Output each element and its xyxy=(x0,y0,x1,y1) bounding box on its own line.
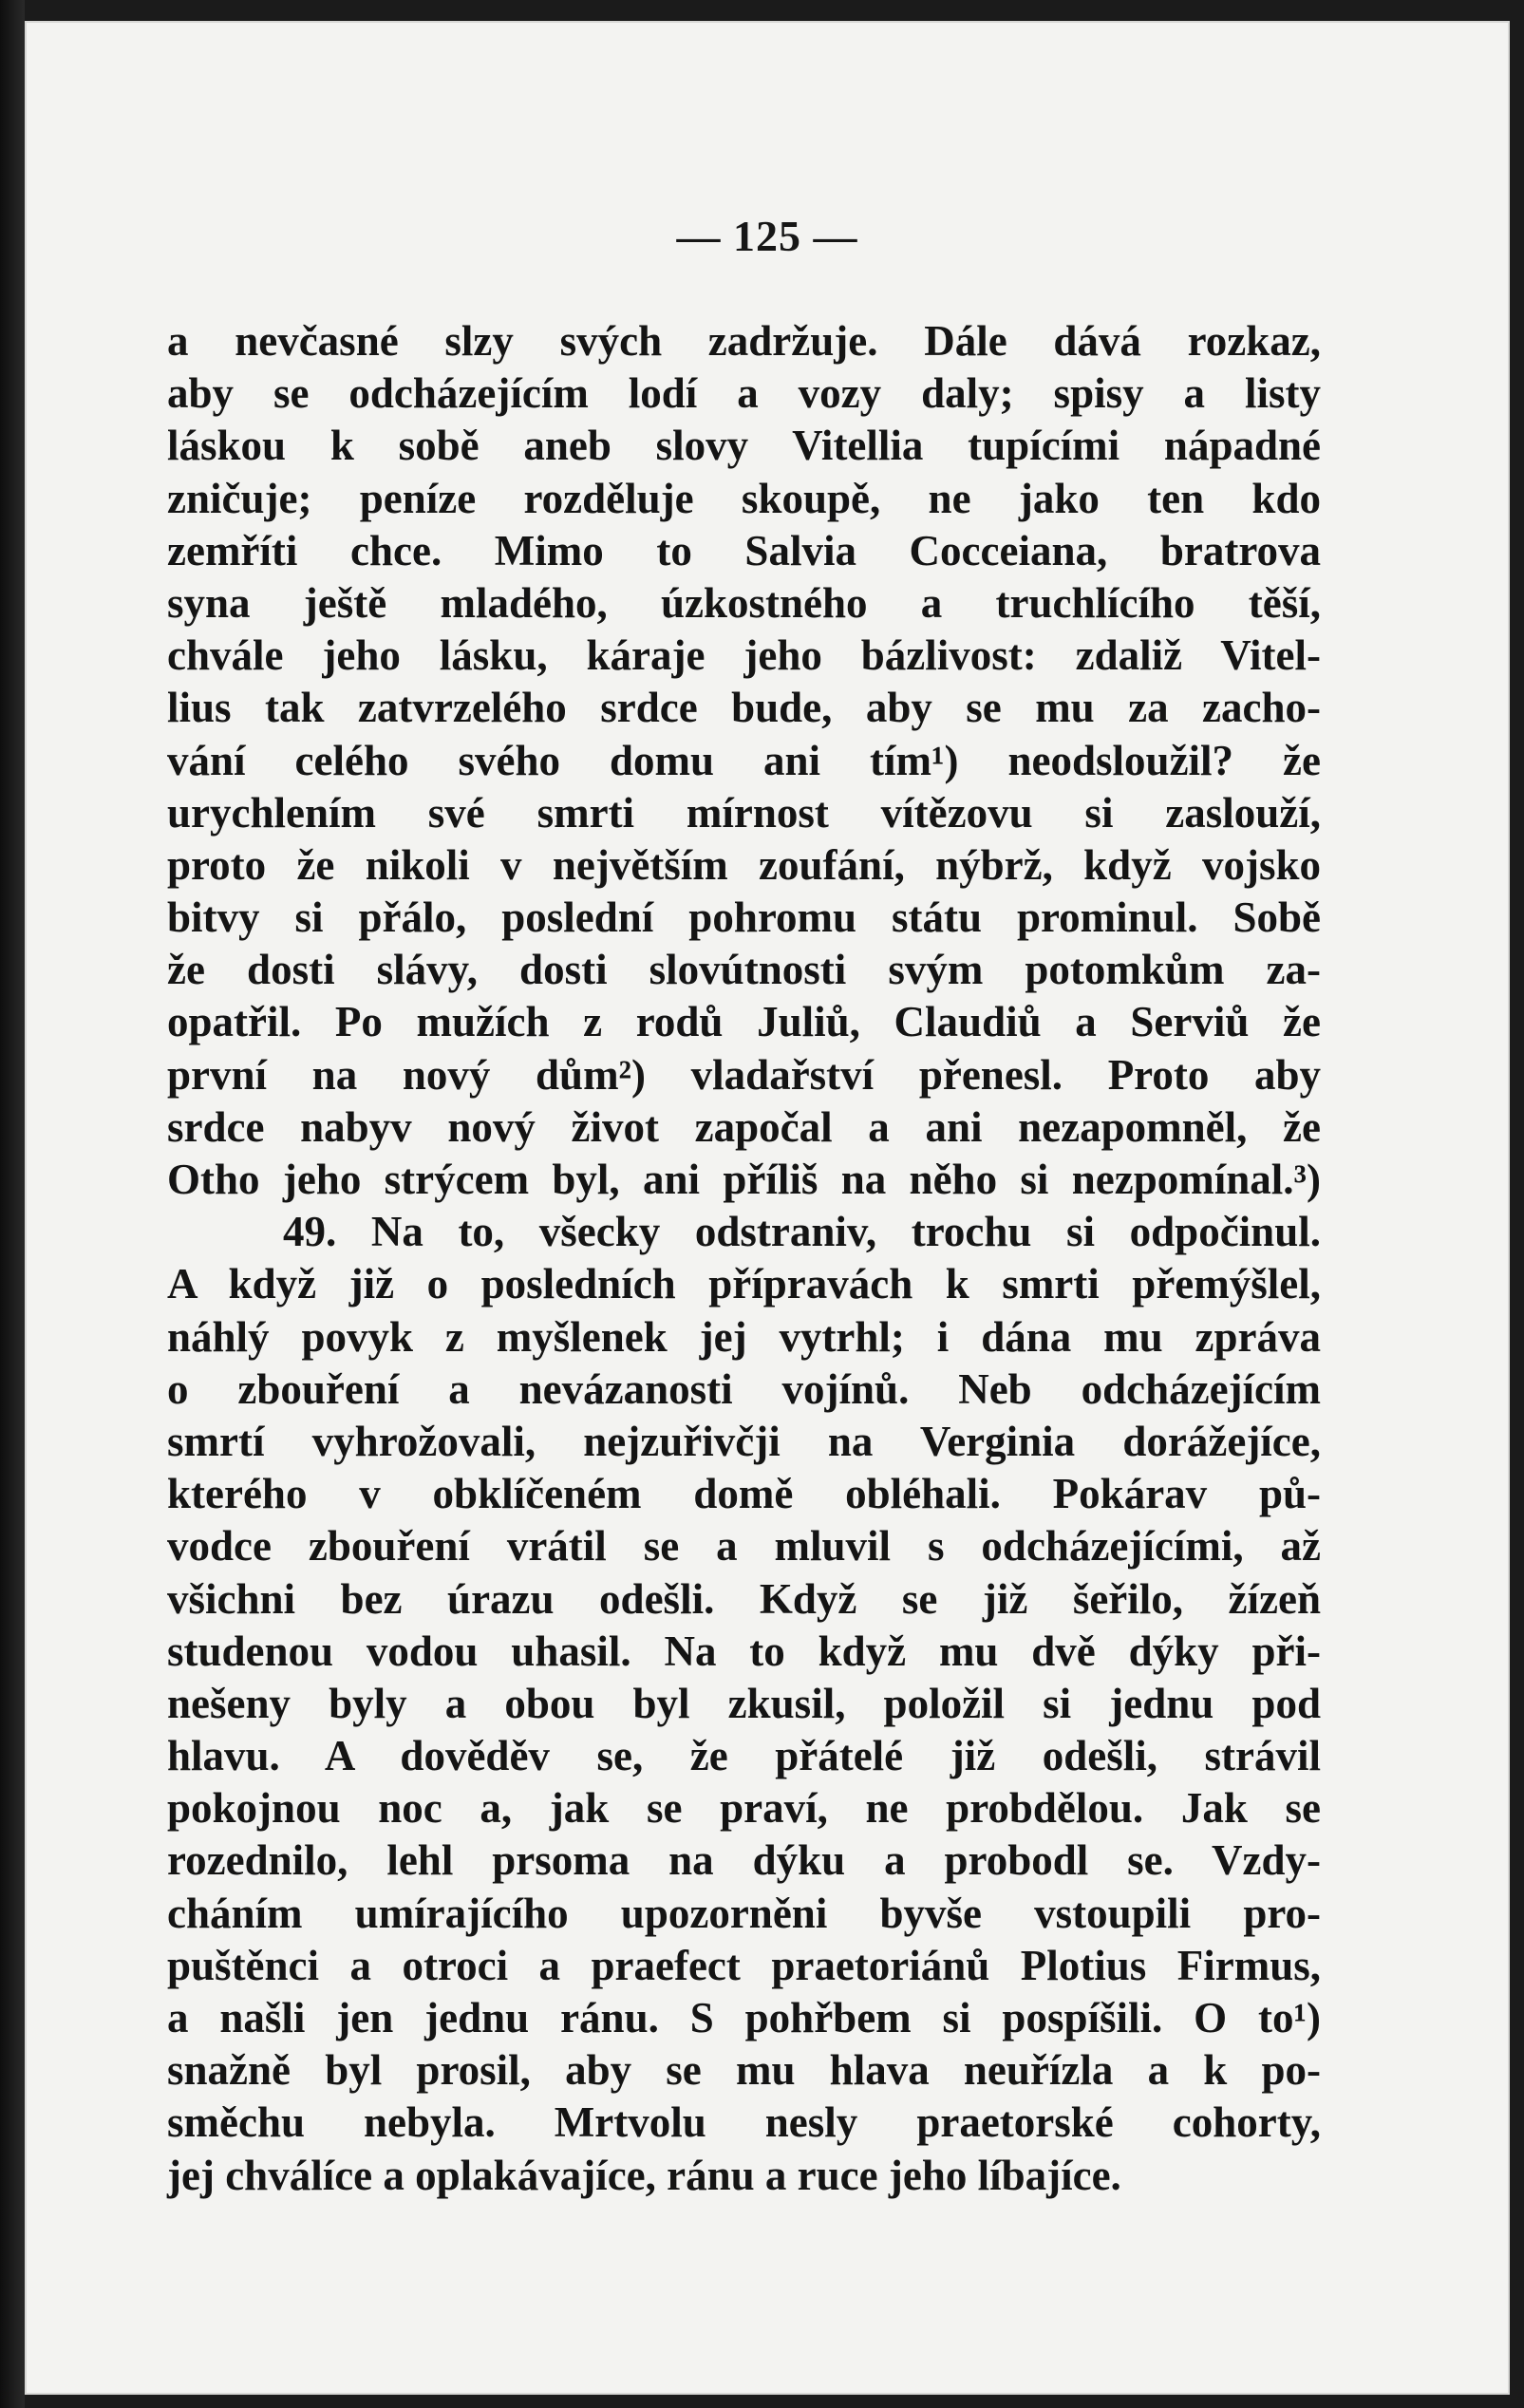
text-line: zničuje; peníze rozděluje skoupě, ne jako ten kdo xyxy=(167,474,1321,522)
page-edge-shadow xyxy=(0,0,25,2408)
text-line: syna ještě mladého, úzkostného a truchlícího těší, xyxy=(167,578,1321,627)
text-line: urychlením své smrti mírnost vítězovu si zaslouží, xyxy=(167,788,1321,837)
text-line: nešeny byly a obou byl zkusil, položil si jednu pod xyxy=(167,1679,1321,1727)
page-number: — 125 — xyxy=(676,212,858,260)
text-line: láskou k sobě aneb slovy Vitellia tupícími nápadné xyxy=(167,422,1321,470)
text-line: snažně byl prosil, aby se mu hlava neuřízla a k po- xyxy=(167,2046,1321,2095)
text-line: jej chválíce a oplakávajíce, ránu a ruce jeho líbajíce. xyxy=(167,2151,1121,2199)
book-page xyxy=(25,21,1510,2395)
text-line: chvále jeho lásku, káraje jeho bázlivost: zdaliž Vitel- xyxy=(167,631,1321,680)
text-line: hlavu. A dověděv se, že přátelé již odešli, strávil xyxy=(167,1732,1321,1780)
text-line: o zbouření a nevázanosti vojínů. Neb odcházejícím xyxy=(167,1364,1321,1413)
text-line: zemříti chce. Mimo to Salvia Cocceiana, bratrova xyxy=(167,526,1321,574)
text-line: všichni bez úrazu odešli. Když se již šeřilo, žízeň xyxy=(167,1574,1321,1623)
body-text xyxy=(167,315,1321,2202)
text-line: Otho jeho strýcem byl, ani příliš na něho si nezpomínal.³) xyxy=(167,1156,1321,1203)
text-line: a našli jen jednu ránu. S pohřbem si pospíšili. O to¹) xyxy=(167,1994,1321,2041)
text-line: aby se odcházejícím lodí a vozy daly; spisy a listy xyxy=(167,369,1321,418)
text-line: kterého v obklíčeném domě obléhali. Pokárav pů- xyxy=(167,1470,1321,1518)
text-line: opatřil. Po mužích z rodů Juliů, Claudiů a Serviů že xyxy=(167,998,1321,1046)
text-line: a nevčasné slzy svých zadržuje. Dále dává rozkaz, xyxy=(167,317,1321,365)
paragraph-start-line: 49. Na to, všecky odstraniv, trochu si odpočinul. xyxy=(283,1208,1321,1256)
text-line: puštěnci a otroci a praefect praetoriánů Plotius Firmus, xyxy=(167,1941,1321,1989)
text-line: bitvy si přálo, poslední pohromu státu prominul. Sobě xyxy=(167,894,1321,942)
text-line: rozednilo, lehl prsoma na dýku a probodl se. Vzdy- xyxy=(167,1836,1321,1885)
text-line: vání celého svého domu ani tím¹) neodsloužil? že xyxy=(167,736,1321,784)
text-line: náhlý povyk z myšlenek jej vytrhl; i dána mu zpráva xyxy=(167,1312,1321,1361)
text-line: smrtí vyhrožovali, nejzuřivčji na Verginia dorážejíce, xyxy=(167,1417,1321,1465)
text-line: lius tak zatvrzelého srdce bude, aby se mu za zacho- xyxy=(167,684,1321,732)
text-line: proto že nikoli v největším zoufání, nýbrž, když vojsko xyxy=(167,840,1321,889)
text-line: A když již o posledních přípravách k smrti přemýšlel, xyxy=(167,1260,1321,1308)
text-line: pokojnou noc a, jak se praví, ne probdělou. Jak se xyxy=(167,1784,1321,1833)
text-line: první na nový dům²) vladařství přenesl. Proto aby xyxy=(167,1050,1321,1099)
text-line: srdce nabyv nový život započal a ani nezapomněl, že xyxy=(167,1102,1321,1151)
text-line: že dosti slávy, dosti slovútnosti svým potomkům za- xyxy=(167,946,1321,994)
text-line: cháním umírajícího upozorněni byvše vstoupili pro- xyxy=(167,1889,1321,1937)
text-line: studenou vodou uhasil. Na to když mu dvě dýky při- xyxy=(167,1627,1321,1675)
text-line: směchu nebyla. Mrtvolu nesly praetorské cohorty, xyxy=(167,2098,1321,2147)
text-line: vodce zbouření vrátil se a mluvil s odcházejícími, až xyxy=(167,1522,1321,1571)
